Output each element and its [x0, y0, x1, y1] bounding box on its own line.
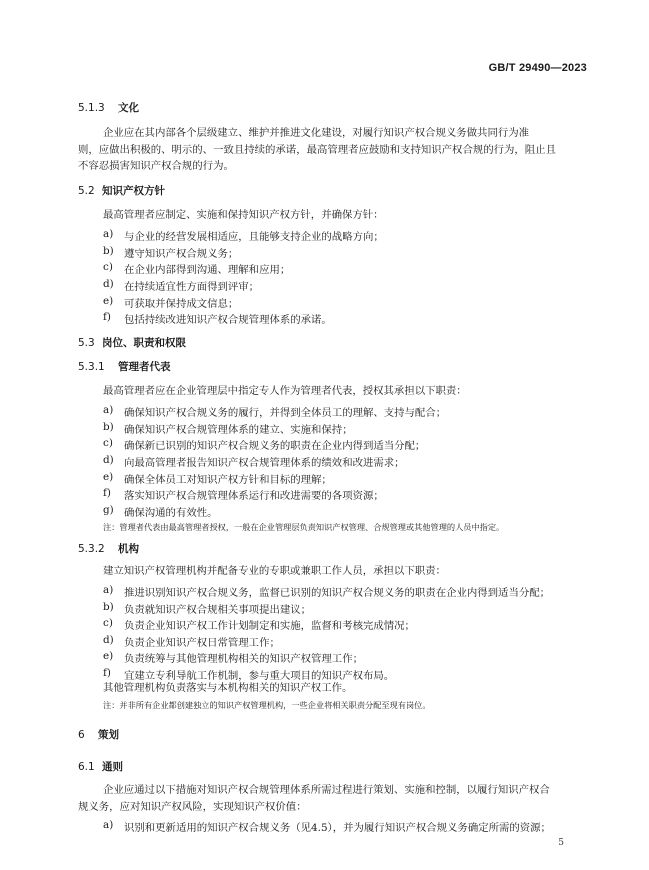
list-item: c) 负责企业知识产权工作计划制定和实施，监督和考核完成情况； [103, 617, 415, 632]
list-item: d) 在持续适宜性方面得到评审； [103, 278, 260, 293]
list-item: a) 确保知识产权合规义务的履行，并得到全体员工的理解、支持与配合； [103, 404, 447, 419]
standard-number: GB/T 29490—2023 [488, 62, 587, 74]
heading-6 [78, 727, 119, 742]
list-item: c) 在企业内部得到沟通、理解和应用； [103, 261, 291, 276]
heading-title: 岗位、职责和权限 [102, 337, 186, 349]
list-item: f) 宜建立专利导航工作机制，参与重大项目的知识产权布局。 [103, 667, 395, 682]
paragraph-line: 企业应通过以下措施对知识产权合规管理体系所需过程进行策划、实施和控制，以履行知识产权合 [103, 784, 550, 796]
paragraph-line: 最高管理者应制定、实施和保持知识产权方针，并确保方针： [103, 209, 384, 221]
heading-6-1 [78, 759, 123, 774]
heading-title: 通则 [102, 761, 123, 773]
list-item: f) 落实知识产权合规管理体系运行和改进需要的各项资源； [103, 487, 384, 502]
list-item: c) 确保新已识别的知识产权合规义务的职责在企业内得到适当分配； [103, 437, 426, 452]
list-item: e) 确保全体员工对知识产权方针和目标的理解； [103, 471, 332, 486]
page-number: 5 [558, 838, 564, 848]
heading-title: 管理者代表 [118, 361, 171, 373]
paragraph-line: 规义务，应对知识产权风险，实现知识产权价值： [78, 801, 307, 813]
heading-5-3-2 [78, 541, 139, 556]
paragraph-line: 不容忍损害知识产权合规的行为。 [78, 160, 234, 172]
heading-title: 知识产权方针 [102, 185, 165, 197]
heading-number: 6 [78, 729, 85, 741]
heading-title: 文化 [118, 102, 139, 114]
list-item: d) 负责企业知识产权日常管理工作； [103, 634, 280, 649]
list-item: e) 负责统筹与其他管理机构相关的知识产权管理工作； [103, 650, 363, 665]
list-item: f) 包括持续改进知识产权合规管理体系的承诺。 [103, 311, 332, 326]
list-item: b) 确保知识产权合规管理体系的建立、实施和保持； [103, 421, 353, 436]
heading-number: 6.1 [78, 761, 95, 773]
list-item: e) 可获取并保持成文信息； [103, 295, 239, 310]
paragraph-line: 企业应在其内部各个层级建立、维护并推进文化建设，对履行知识产权合规义务做共同行为准 [103, 127, 530, 139]
heading-5-1-3 [78, 100, 139, 115]
heading-title: 策划 [98, 729, 119, 741]
heading-number: 5.3 [78, 337, 95, 349]
list-item: g) 确保沟通的有效性。 [103, 504, 218, 519]
heading-number: 5.1.3 [78, 102, 105, 114]
heading-5-3-1 [78, 359, 171, 374]
heading-number: 5.3.2 [78, 543, 105, 555]
heading-number: 5.3.1 [78, 361, 105, 373]
list-item: a) 推进识别知识产权合规义务，监督已识别的知识产权合规义务的职责在企业内得到适当分配； [103, 584, 551, 599]
heading-5-2 [78, 183, 165, 198]
list-item: b) 遵守知识产权合规义务； [103, 245, 239, 260]
paragraph-line: 则，应做出积极的、明示的、一致且持续的承诺，最高管理者应鼓励和支持知识产权合规的行为，阻止且 [78, 144, 556, 156]
paragraph-line: 其他管理机构负责落实与本机构相关的知识产权工作。 [103, 682, 353, 694]
list-item: b) 负责就知识产权合规相关事项提出建议； [103, 601, 312, 616]
heading-number: 5.2 [78, 185, 95, 197]
list-item: d) 向最高管理者报告知识产权合规管理体系的绩效和改进需求； [103, 454, 405, 469]
note: 注：并非所有企业都创建独立的知识产权管理机构，一些企业将相关职责分配至现有岗位。 [103, 700, 431, 710]
paragraph-line: 建立知识产权管理机构并配备专业的专职或兼职工作人员，承担以下职责： [103, 565, 446, 577]
heading-title: 机构 [118, 543, 139, 555]
list-item: a) 识别和更新适用的知识产权合规义务（见4.5），并为履行知识产权合规义务确定所需的资源； [103, 819, 551, 834]
note: 注：管理者代表由最高管理者授权，一般在企业管理层负责知识产权管理、合规管理或其他管理的人员中指定。 [103, 522, 505, 532]
list-item: a) 与企业的经营发展相适应，且能够支持企业的战略方向； [103, 228, 384, 243]
paragraph-line: 最高管理者应在企业管理层中指定专人作为管理者代表，授权其承担以下职责： [103, 385, 467, 397]
heading-5-3 [78, 335, 186, 350]
